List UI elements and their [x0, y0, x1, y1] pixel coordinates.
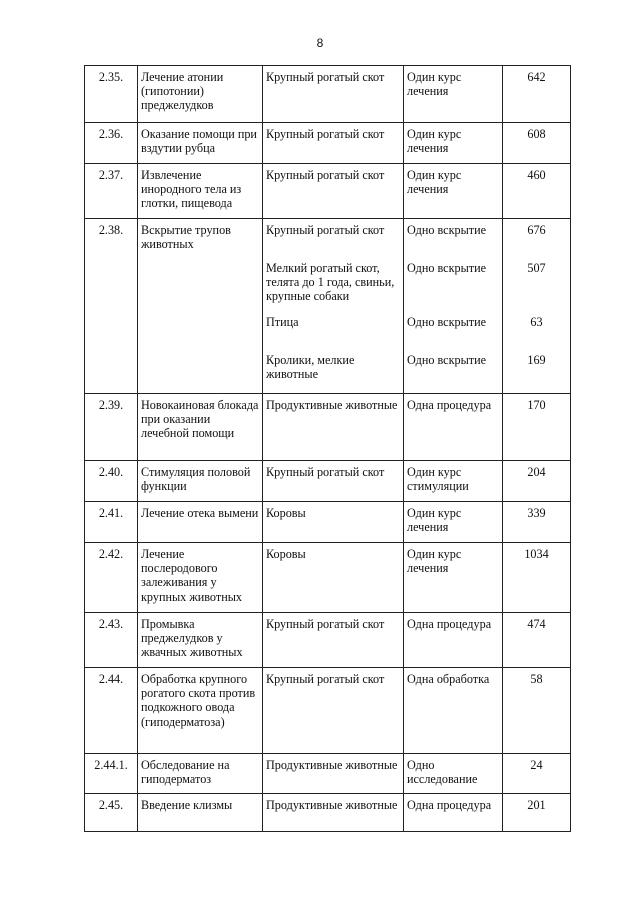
service-name: Оказание помощи при вздутии рубца [138, 123, 263, 164]
service-name: Обследование на гиподерматоз [138, 754, 263, 794]
item-number: 2.40. [85, 461, 138, 502]
animal-type: Коровы [266, 547, 306, 561]
price-cell [503, 461, 571, 502]
price-value: 58 [530, 672, 543, 686]
price-cell [503, 613, 571, 668]
price-cell [503, 123, 571, 164]
service-name: Стимуляция половой функции [138, 461, 263, 502]
price-value: 507 [527, 261, 546, 275]
price-value: 204 [527, 465, 546, 479]
price-value: 608 [527, 127, 546, 141]
price-cell [503, 502, 571, 543]
item-number: 2.43. [85, 613, 138, 668]
unit-cell [404, 754, 503, 794]
item-number: 2.38. [85, 219, 138, 394]
animal-type-cell [263, 668, 404, 754]
price-cell [503, 66, 571, 123]
item-number: 2.39. [85, 394, 138, 461]
animal-type: Крупный рогатый скот [266, 617, 385, 631]
price-value: 1034 [524, 547, 549, 561]
service-name: Лечение отека вымени [138, 502, 263, 543]
table-row [85, 66, 571, 123]
unit-of-service: Один курс лечения [407, 127, 462, 156]
unit-of-service: Один курс лечения [407, 168, 462, 197]
animal-type: Крупный рогатый скот [266, 168, 385, 182]
service-name: Обработка крупного рогатого скота против подкожного овода (гиподерматоза) [138, 668, 263, 754]
animal-type-cell [263, 66, 404, 123]
animal-type-cell [263, 543, 404, 613]
animal-type-cell [263, 461, 404, 502]
item-number: 2.41. [85, 502, 138, 543]
tariff-table [84, 65, 571, 832]
service-name: Новокаиновая блокада при оказании лечебной помощи [138, 394, 263, 461]
price-value: 63 [530, 315, 543, 329]
animal-type: Коровы [266, 506, 306, 520]
price-value: 169 [527, 353, 546, 367]
price-cell [503, 754, 571, 794]
unit-cell [404, 794, 503, 832]
animal-type-cell [263, 613, 404, 668]
price-value: 339 [527, 506, 546, 520]
animal-type-cell [263, 164, 404, 219]
animal-type: Крупный рогатый скот [266, 223, 385, 237]
price-value: 474 [527, 617, 546, 631]
price-value: 170 [527, 398, 546, 412]
animal-type: Продуктивные животные [266, 798, 398, 812]
unit-of-service: Одна процедура [407, 398, 492, 412]
unit-of-service: Один курс лечения [407, 70, 462, 99]
animal-type: Кролики, мелкие животные [266, 353, 355, 382]
unit-of-service: Одно исследование [407, 758, 478, 787]
unit-of-service: Одно вскрытие [407, 353, 487, 367]
price-value: 676 [527, 223, 546, 237]
price-value: 24 [530, 758, 543, 772]
animal-type: Птица [266, 315, 299, 329]
price-value: 642 [527, 70, 546, 84]
animal-type: Крупный рогатый скот [266, 465, 385, 479]
table-row [85, 543, 571, 613]
table-row [85, 219, 571, 394]
service-name: Введение клизмы [138, 794, 263, 832]
unit-cell [404, 164, 503, 219]
unit-of-service: Один курс стимуляции [407, 465, 469, 494]
item-number: 2.44.1. [85, 754, 138, 794]
item-number: 2.44. [85, 668, 138, 754]
unit-of-service: Одно вскрытие [407, 261, 487, 275]
unit-cell [404, 543, 503, 613]
price-cell [503, 543, 571, 613]
unit-cell [404, 502, 503, 543]
item-number: 2.45. [85, 794, 138, 832]
price-cell [503, 794, 571, 832]
price-value: 460 [527, 168, 546, 182]
table-row [85, 502, 571, 543]
price-value: 201 [527, 798, 546, 812]
item-number: 2.36. [85, 123, 138, 164]
price-cell [503, 668, 571, 754]
table-row [85, 613, 571, 668]
page-number: 8 [316, 36, 324, 50]
animal-type: Продуктивные животные [266, 398, 398, 412]
table-row [85, 164, 571, 219]
table-row [85, 794, 571, 832]
unit-of-service: Один курс лечения [407, 547, 462, 576]
item-number: 2.42. [85, 543, 138, 613]
table-row [85, 394, 571, 461]
animal-type-cell [263, 794, 404, 832]
unit-of-service: Одна обработка [407, 672, 490, 686]
unit-of-service: Одно вскрытие [407, 223, 487, 237]
unit-cell [404, 219, 503, 394]
unit-of-service: Одно вскрытие [407, 315, 487, 329]
price-cell [503, 164, 571, 219]
unit-cell [404, 394, 503, 461]
service-name: Промывка преджелудков у жвачных животных [138, 613, 263, 668]
table-row [85, 668, 571, 754]
price-cell [503, 219, 571, 394]
service-name: Извлечение инородного тела из глотки, пищевода [138, 164, 263, 219]
unit-cell [404, 66, 503, 123]
animal-type-cell [263, 394, 404, 461]
item-number: 2.35. [85, 66, 138, 123]
unit-of-service: Одна процедура [407, 617, 492, 631]
service-name: Лечение послеродового залеживания у крупных животных [138, 543, 263, 613]
animal-type: Крупный рогатый скот [266, 672, 385, 686]
table-row [85, 461, 571, 502]
unit-cell [404, 123, 503, 164]
animal-type-cell [263, 754, 404, 794]
unit-cell [404, 613, 503, 668]
unit-of-service: Одна процедура [407, 798, 492, 812]
service-name: Вскрытие трупов животных [138, 219, 263, 394]
table-row [85, 754, 571, 794]
service-name: Лечение атонии (гипотонии) преджелудков [138, 66, 263, 123]
unit-cell [404, 668, 503, 754]
unit-cell [404, 461, 503, 502]
animal-type-cell [263, 123, 404, 164]
item-number: 2.37. [85, 164, 138, 219]
unit-of-service: Один курс лечения [407, 506, 462, 535]
price-cell [503, 394, 571, 461]
animal-type: Крупный рогатый скот [266, 70, 385, 84]
animal-type-cell [263, 502, 404, 543]
animal-type-cell [263, 219, 404, 394]
animal-type: Крупный рогатый скот [266, 127, 385, 141]
animal-type: Продуктивные животные [266, 758, 398, 772]
animal-type: Мелкий рогатый скот, телята до 1 года, свиньи, крупные собаки [266, 261, 395, 304]
table-row [85, 123, 571, 164]
